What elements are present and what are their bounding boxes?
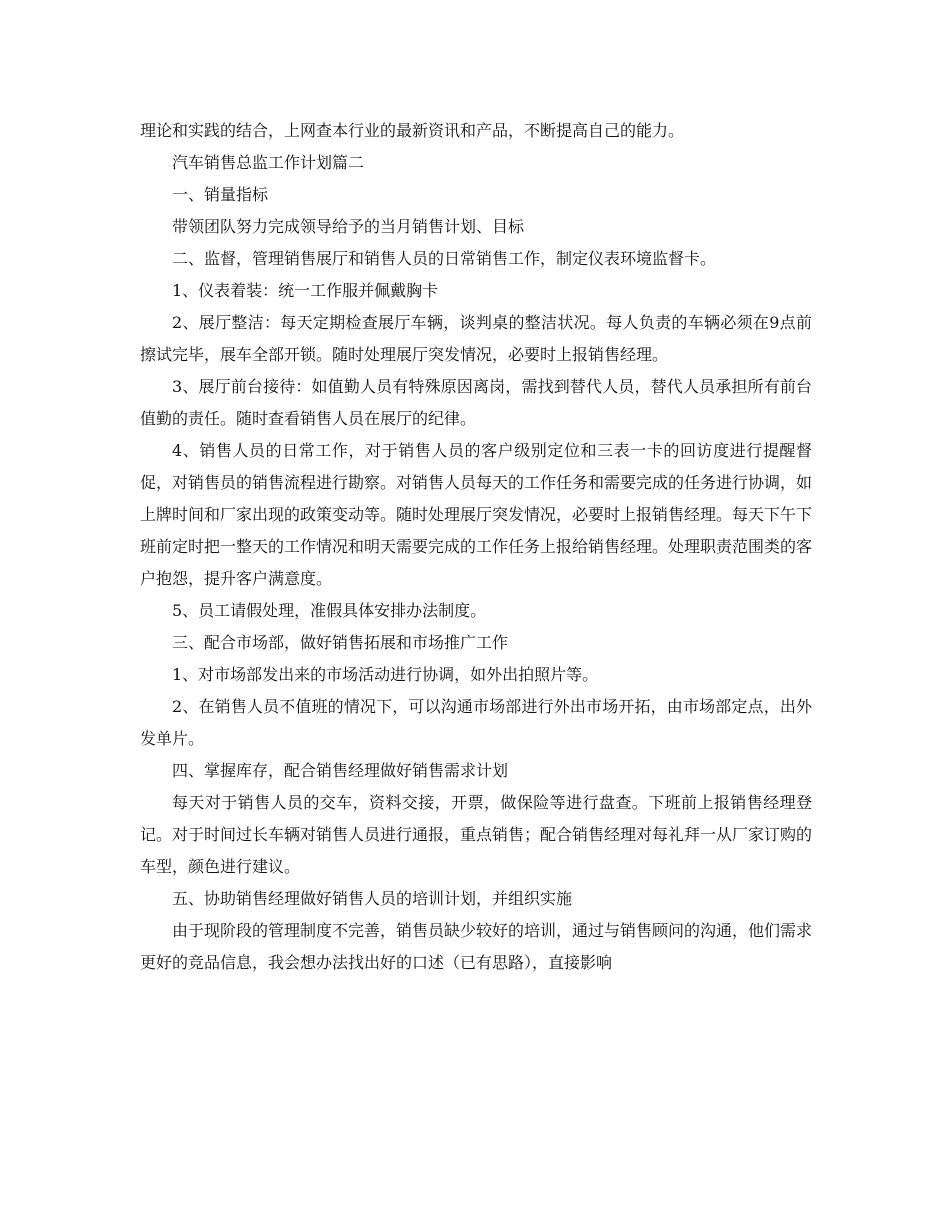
paragraph: 1、对市场部发出来的市场活动进行协调，如外出拍照片等。 xyxy=(172,665,599,684)
paragraph: 每天对于销售人员的交车，资料交接，开票，做保险等进行盘查。下班前上报销售经理登记。对于时间过长车辆对销售人员进行通报，重点销售；配合销售经理对每礼拜一从厂家订购的车型，颜色进行建议。 xyxy=(140,793,813,876)
heading-training: 五、协助销售经理做好销售人员的培训计划，并组织实施 xyxy=(172,889,573,908)
heading-sales-target: 一、销量指标 xyxy=(172,185,269,204)
document-body xyxy=(140,115,812,979)
heading-inventory: 四、掌握库存，配合销售经理做好销售需求计划 xyxy=(172,761,509,780)
paragraph: 5、员工请假处理，准假具体安排办法制度。 xyxy=(172,601,487,620)
paragraph: 3、展厅前台接待：如值勤人员有特殊原因离岗，需找到替代人员，替代人员承担所有前台值勤的责任。随时查看销售人员在展厅的纪律。 xyxy=(140,377,812,428)
paragraph: 1、仪表着装：统一工作服并佩戴胸卡 xyxy=(172,281,439,300)
paragraph: 2、在销售人员不值班的情况下，可以沟通市场部进行外出市场开拓，由市场部定点，出外发单片。 xyxy=(140,697,812,748)
paragraph: 由于现阶段的管理制度不完善，销售员缺少较好的培训，通过与销售顾问的沟通，他们需求更好的竞品信息，我会想办法找出好的口述（已有思路），直接影响 xyxy=(140,921,813,972)
paragraph: 4、销售人员的日常工作，对于销售人员的客户级别定位和三表一卡的回访度进行提醒督促，对销售员的销售流程进行勘察。对销售人员每天的工作任务和需要完成的任务进行协调，如上牌时间和厂家出现的政策变动等。随时处理展厅突发情况，必要时上报销售经理。每天下午下班前定时把一整天的工作情况和明天需要完成的工作任务上报给销售经理。处理职责范围类的客户抱怨，提升客户满意度。 xyxy=(140,441,813,588)
heading-marketing: 三、配合市场部，做好销售拓展和市场推广工作 xyxy=(172,633,509,652)
paragraph: 理论和实践的结合，上网查本行业的最新资讯和产品，不断提高自己的能力。 xyxy=(140,121,685,140)
heading-supervision: 二、监督，管理销售展厅和销售人员的日常销售工作，制定仪表环境监督卡。 xyxy=(172,249,717,268)
section-title: 汽车销售总监工作计划篇二 xyxy=(172,153,365,172)
paragraph: 带领团队努力完成领导给予的当月销售计划、目标 xyxy=(172,217,525,236)
paragraph: 2、展厅整洁：每天定期检查展厅车辆，谈判桌的整洁状况。每人负责的车辆必须在9点前擦试完毕，展车全部开锁。随时处理展厅突发情况，必要时上报销售经理。 xyxy=(140,313,812,364)
